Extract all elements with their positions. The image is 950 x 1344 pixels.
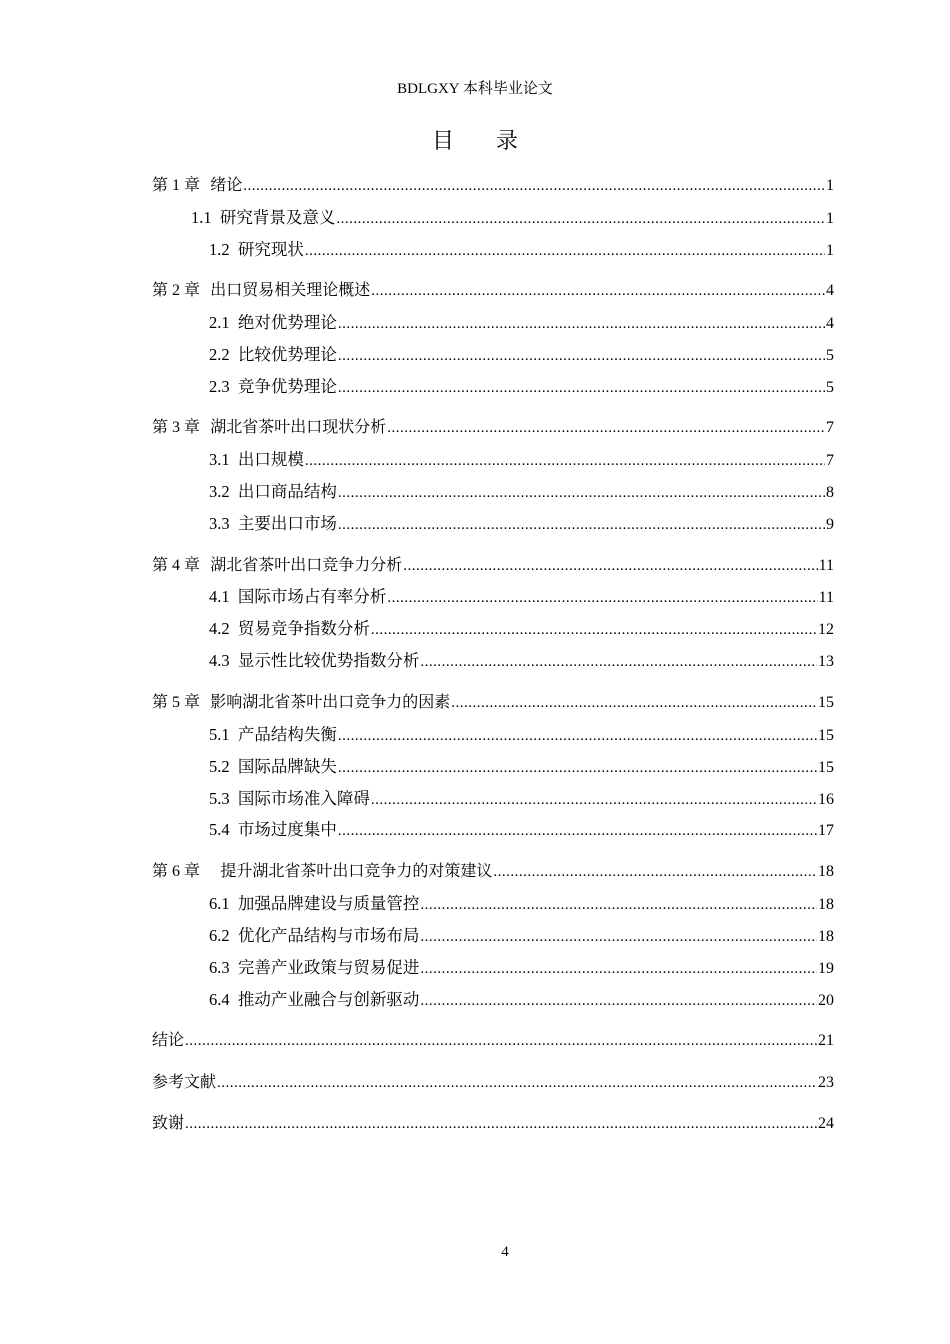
toc-label: 绝对优势理论 <box>237 313 337 332</box>
toc-page: 7 <box>826 452 834 469</box>
toc-number: 第 2 章 <box>152 282 201 299</box>
toc-page: 5 <box>826 347 834 364</box>
toc-number: 3.1 <box>209 450 230 469</box>
toc-label: 国际市场占有率分析 <box>237 587 387 606</box>
toc-entry-section-1-2[interactable] <box>209 236 834 262</box>
toc-number: 2.1 <box>209 313 230 332</box>
toc-number: 5.1 <box>209 725 230 744</box>
toc-page: 21 <box>818 1032 834 1049</box>
toc-label: 参考文献 <box>152 1072 217 1091</box>
toc-label: 市场过度集中 <box>237 820 337 839</box>
toc-page: 1 <box>826 210 834 227</box>
toc-number: 第 5 章 <box>152 694 201 711</box>
page-number: 4 <box>501 1244 509 1260</box>
toc-entry-section-5-3[interactable] <box>209 785 834 811</box>
toc-number: 2.2 <box>209 345 230 364</box>
toc-label: 湖北省茶叶出口竞争力分析 <box>210 555 403 574</box>
toc-label: 出口商品结构 <box>237 482 337 501</box>
toc-entry-chapter-1[interactable] <box>152 172 834 198</box>
toc-leader <box>338 485 825 502</box>
toc-leader <box>420 929 817 946</box>
toc-label: 竞争优势理论 <box>237 377 337 396</box>
toc-entry-chapter-3[interactable] <box>152 414 834 440</box>
toc-entry-section-5-4[interactable] <box>209 816 834 842</box>
toc-page: 12 <box>818 621 834 638</box>
toc-leader <box>305 243 825 260</box>
toc-label: 结论 <box>152 1030 185 1049</box>
toc-leader <box>217 1075 817 1092</box>
toc-page: 4 <box>826 282 834 299</box>
toc-entry-section-5-1[interactable] <box>209 721 834 747</box>
toc-entry-conclusion[interactable] <box>152 1027 834 1053</box>
toc-page: 15 <box>818 727 834 744</box>
toc-leader <box>420 654 817 671</box>
toc-entry-section-3-3[interactable] <box>209 510 834 536</box>
toc-entry-section-2-3[interactable] <box>209 373 834 399</box>
toc-entry-chapter-5[interactable] <box>152 689 834 715</box>
toc-number: 5.4 <box>209 820 230 839</box>
toc-entry-chapter-4[interactable] <box>152 552 834 578</box>
toc-page: 18 <box>818 928 834 945</box>
toc-page: 4 <box>826 315 834 332</box>
toc-label: 湖北省茶叶出口现状分析 <box>210 417 387 436</box>
toc-entry-section-1-1[interactable] <box>191 204 834 230</box>
toc-number: 4.1 <box>209 587 230 606</box>
toc-number: 第 4 章 <box>152 557 201 574</box>
toc-entry-section-2-2[interactable] <box>209 341 834 367</box>
toc-page: 15 <box>818 759 834 776</box>
toc-label: 出口规模 <box>237 450 304 469</box>
toc-entry-section-6-3[interactable] <box>209 954 834 980</box>
toc-label: 贸易竞争指数分析 <box>237 619 370 638</box>
toc-label: 显示性比较优势指数分析 <box>237 651 420 670</box>
title-char-1: 目 <box>431 129 454 154</box>
toc-entry-section-4-1[interactable] <box>209 583 834 609</box>
toc-number: 1.1 <box>191 208 212 227</box>
toc-entry-section-2-1[interactable] <box>209 309 834 335</box>
running-header: BDLGXY 本科毕业论文 <box>397 81 553 97</box>
toc-number: 3.2 <box>209 482 230 501</box>
toc-entry-chapter-6[interactable] <box>152 858 834 884</box>
toc-page: 19 <box>818 960 834 977</box>
toc-leader <box>338 316 825 333</box>
toc-label: 比较优势理论 <box>237 345 337 364</box>
toc-page: 1 <box>826 177 834 194</box>
toc-number: 3.3 <box>209 514 230 533</box>
toc-page: 16 <box>818 791 834 808</box>
toc-number: 第 1 章 <box>152 177 201 194</box>
toc-label: 主要出口市场 <box>237 514 337 533</box>
toc-label: 研究现状 <box>237 240 304 259</box>
toc-leader <box>387 420 825 437</box>
toc-page: 23 <box>818 1074 834 1091</box>
toc-leader <box>185 1033 817 1050</box>
toc-leader <box>371 792 817 809</box>
toc-label: 国际品牌缺失 <box>237 757 337 776</box>
toc-leader <box>371 283 825 300</box>
page-title <box>0 124 950 155</box>
toc-page: 9 <box>826 516 834 533</box>
toc-page: 18 <box>818 896 834 913</box>
toc-page: 5 <box>826 379 834 396</box>
toc-label: 推动产业融合与创新驱动 <box>237 990 420 1009</box>
toc-entry-section-4-3[interactable] <box>209 647 834 673</box>
toc-leader <box>403 558 817 575</box>
toc-entry-chapter-2[interactable] <box>152 277 834 303</box>
toc-leader <box>338 348 825 365</box>
toc-label: 优化产品结构与市场布局 <box>237 926 420 945</box>
toc-label: 出口贸易相关理论概述 <box>210 280 371 299</box>
toc-leader <box>338 760 817 777</box>
toc-entry-section-3-2[interactable] <box>209 478 834 504</box>
toc-page: 7 <box>826 419 834 436</box>
toc-entry-section-6-2[interactable] <box>209 922 834 948</box>
toc-entry-section-6-4[interactable] <box>209 986 834 1012</box>
toc-page: 15 <box>818 694 834 711</box>
toc-page: 18 <box>818 863 834 880</box>
toc-page: 11 <box>818 557 834 574</box>
toc-leader <box>371 622 817 639</box>
toc-page: 8 <box>826 484 834 501</box>
toc-label: 完善产业政策与贸易促进 <box>237 958 420 977</box>
toc-leader <box>420 961 817 978</box>
toc-leader <box>185 1116 817 1133</box>
toc-leader <box>338 823 817 840</box>
toc-number: 5.2 <box>209 757 230 776</box>
toc-leader <box>451 695 817 712</box>
toc-leader <box>420 993 817 1010</box>
toc-number: 4.3 <box>209 651 230 670</box>
toc-number: 6.4 <box>209 990 230 1009</box>
toc-label: 绪论 <box>210 175 243 194</box>
toc-label: 致谢 <box>152 1113 185 1132</box>
toc-label: 产品结构失衡 <box>237 725 337 744</box>
toc-leader <box>336 211 825 228</box>
toc-leader <box>243 178 825 195</box>
toc-page: 17 <box>818 822 834 839</box>
toc-number: 第 3 章 <box>152 419 201 436</box>
toc-number: 6.3 <box>209 958 230 977</box>
toc-entry-section-5-2[interactable] <box>209 753 834 779</box>
toc-page: 1 <box>826 242 834 259</box>
toc-entry-acknowledgements[interactable] <box>152 1110 834 1136</box>
toc-label: 提升湖北省茶叶出口竞争力的对策建议 <box>220 861 493 880</box>
toc-leader <box>420 897 817 914</box>
title-char-2: 录 <box>496 129 519 154</box>
toc-page: 11 <box>818 589 834 606</box>
toc-leader <box>338 380 825 397</box>
toc-leader <box>338 517 825 534</box>
toc-label: 影响湖北省茶叶出口竞争力的因素 <box>210 692 451 711</box>
toc-number: 4.2 <box>209 619 230 638</box>
toc-page: 24 <box>818 1115 834 1132</box>
toc-label: 加强品牌建设与质量管控 <box>237 894 420 913</box>
toc-number: 5.3 <box>209 789 230 808</box>
toc-leader <box>493 864 817 881</box>
toc-entry-section-4-2[interactable] <box>209 615 834 641</box>
toc-number: 6.1 <box>209 894 230 913</box>
toc-entry-section-6-1[interactable] <box>209 890 834 916</box>
toc-number: 第 6 章 <box>152 863 201 880</box>
toc-number: 1.2 <box>209 240 230 259</box>
toc-leader <box>387 590 817 607</box>
toc-label: 研究背景及意义 <box>219 208 336 227</box>
toc-leader <box>305 453 825 470</box>
toc-label: 国际市场准入障碍 <box>237 789 370 808</box>
toc-page: 13 <box>818 653 834 670</box>
toc-entry-references[interactable] <box>152 1069 834 1095</box>
toc-number: 6.2 <box>209 926 230 945</box>
toc-page: 20 <box>818 992 834 1009</box>
toc-number: 2.3 <box>209 377 230 396</box>
toc-leader <box>338 728 817 745</box>
toc-entry-section-3-1[interactable] <box>209 446 834 472</box>
